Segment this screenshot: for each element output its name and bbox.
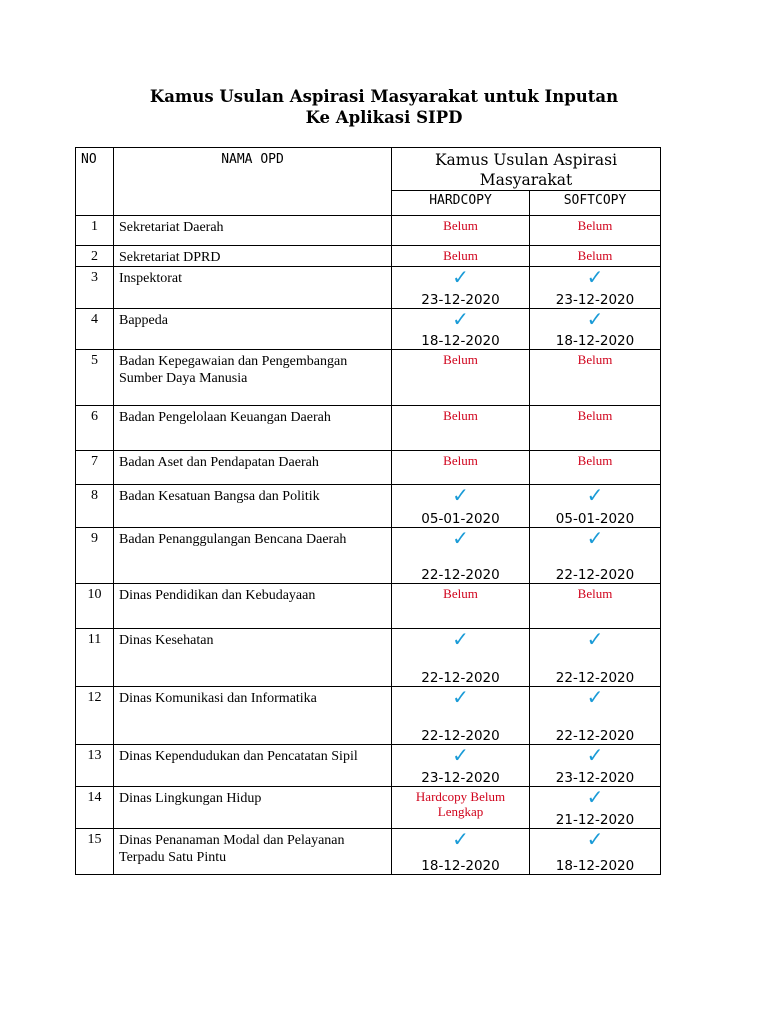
title-line-1: Kamus Usulan Aspirasi Masyarakat untuk Inputan: [149, 87, 619, 106]
checkmark-icon: ✓: [586, 526, 604, 550]
opd-name: Badan Kepegawaian dan Pengembangan Sumber Daya Manusia: [114, 350, 392, 406]
opd-name: Dinas Kependudukan dan Pencatatan Sipil: [114, 745, 392, 787]
hardcopy-date: 18-12-2020: [421, 858, 500, 874]
opd-table: [75, 147, 661, 875]
row-number: 6: [76, 406, 114, 451]
table-row: [76, 309, 661, 350]
row-number: 3: [76, 267, 114, 309]
row-number: 10: [76, 584, 114, 629]
softcopy-status-cell: [530, 584, 661, 629]
softcopy-date: 18-12-2020: [555, 858, 635, 874]
header-kamus: [392, 148, 661, 191]
hardcopy-status-cell: [392, 629, 530, 687]
softcopy-date: 22-12-2020: [555, 728, 635, 744]
table-row: [76, 787, 661, 829]
table-row: [76, 528, 661, 584]
hardcopy-status-text: Belum: [443, 453, 478, 468]
title-line-2: Ke Aplikasi SIPD: [305, 108, 463, 127]
checkmark-icon: ✓: [586, 685, 604, 709]
opd-name: Dinas Pendidikan dan Kebudayaan: [114, 584, 392, 629]
table-body: [76, 216, 661, 875]
opd-name: Inspektorat: [114, 267, 392, 309]
hardcopy-date: 22-12-2020: [421, 728, 500, 744]
checkmark-icon: ✓: [586, 785, 604, 809]
softcopy-status-cell: [530, 528, 661, 584]
softcopy-date: 23-12-2020: [555, 770, 635, 786]
opd-name: Badan Kesatuan Bangsa dan Politik: [114, 485, 392, 528]
hardcopy-status-text: Hardcopy Belum Lengkap: [415, 789, 506, 819]
softcopy-date: 21-12-2020: [555, 812, 635, 828]
table-row: [76, 267, 661, 309]
softcopy-status-cell: [530, 745, 661, 787]
softcopy-status-cell: [530, 216, 661, 246]
checkmark-icon: ✓: [586, 627, 604, 651]
opd-name: Bappeda: [114, 309, 392, 350]
checkmark-icon: ✓: [452, 685, 469, 709]
hardcopy-status-text: Belum: [443, 408, 478, 423]
hardcopy-status-cell: [392, 451, 530, 485]
checkmark-icon: ✓: [586, 483, 604, 507]
header-kamus-line-1: Kamus Usulan Aspirasi: [434, 151, 618, 169]
header-no: NO: [76, 148, 114, 216]
softcopy-status-cell: [530, 829, 661, 875]
opd-name: Dinas Kesehatan: [114, 629, 392, 687]
checkmark-icon: ✓: [452, 265, 469, 289]
softcopy-status-cell: [530, 451, 661, 485]
row-number: 9: [76, 528, 114, 584]
row-number: 12: [76, 687, 114, 745]
hardcopy-date: 05-01-2020: [421, 511, 500, 527]
hardcopy-status-cell: [392, 829, 530, 875]
softcopy-status-text: Belum: [577, 586, 613, 601]
row-number: 5: [76, 350, 114, 406]
softcopy-status-text: Belum: [577, 408, 613, 423]
row-number: 7: [76, 451, 114, 485]
softcopy-status-cell: [530, 787, 661, 829]
hardcopy-status-cell: [392, 687, 530, 745]
opd-name: Badan Penanggulangan Bencana Daerah: [114, 528, 392, 584]
checkmark-icon: ✓: [452, 627, 469, 651]
softcopy-date: 05-01-2020: [555, 511, 635, 527]
hardcopy-status-cell: [392, 406, 530, 451]
softcopy-status-cell: [530, 687, 661, 745]
checkmark-icon: ✓: [452, 827, 469, 851]
row-number: 4: [76, 309, 114, 350]
checkmark-icon: ✓: [586, 743, 604, 767]
opd-name: Sekretariat Daerah: [114, 216, 392, 246]
checkmark-icon: ✓: [452, 526, 469, 550]
opd-name: Badan Aset dan Pendapatan Daerah: [114, 451, 392, 485]
opd-name: Dinas Penanaman Modal dan Pelayanan Terpadu Satu Pintu: [114, 829, 392, 875]
table-row: [76, 584, 661, 629]
hardcopy-date: 18-12-2020: [421, 333, 500, 349]
hardcopy-status-cell: [392, 745, 530, 787]
hardcopy-status-cell: [392, 787, 530, 829]
softcopy-status-text: Belum: [577, 248, 613, 263]
hardcopy-status-cell: [392, 350, 530, 406]
document-title: [0, 86, 768, 128]
softcopy-status-text: Belum: [577, 218, 613, 233]
softcopy-status-cell: [530, 350, 661, 406]
hardcopy-status-cell: [392, 528, 530, 584]
hardcopy-status-cell: [392, 485, 530, 528]
header-nama-opd: NAMA OPD: [114, 148, 392, 216]
hardcopy-date: 23-12-2020: [421, 292, 500, 308]
checkmark-icon: ✓: [452, 307, 469, 331]
hardcopy-status-text: Belum: [443, 218, 478, 233]
softcopy-date: 18-12-2020: [555, 333, 635, 349]
softcopy-status-cell: [530, 629, 661, 687]
softcopy-date: 22-12-2020: [555, 670, 635, 686]
checkmark-icon: ✓: [586, 265, 604, 289]
row-number: 13: [76, 745, 114, 787]
row-number: 1: [76, 216, 114, 246]
hardcopy-status-text: Belum: [443, 248, 478, 263]
row-number: 2: [76, 246, 114, 267]
hardcopy-date: 22-12-2020: [421, 567, 500, 583]
softcopy-status-text: Belum: [577, 453, 613, 468]
hardcopy-status-text: Belum: [443, 352, 478, 367]
table-row: [76, 216, 661, 246]
hardcopy-date: 23-12-2020: [421, 770, 500, 786]
hardcopy-status-cell: [392, 246, 530, 267]
softcopy-status-cell: [530, 309, 661, 350]
row-number: 8: [76, 485, 114, 528]
header-kamus-line-2: Masyarakat: [479, 171, 573, 189]
checkmark-icon: ✓: [586, 307, 604, 331]
row-number: 15: [76, 829, 114, 875]
hardcopy-status-cell: [392, 216, 530, 246]
table-row: [76, 350, 661, 406]
hardcopy-date: 22-12-2020: [421, 670, 500, 686]
table-row: [76, 451, 661, 485]
softcopy-date: 23-12-2020: [555, 292, 635, 308]
checkmark-icon: ✓: [452, 743, 469, 767]
softcopy-status-text: Belum: [577, 352, 613, 367]
header-softcopy: SOFTCOPY: [530, 191, 661, 216]
opd-name: Badan Pengelolaan Keuangan Daerah: [114, 406, 392, 451]
table-row: [76, 687, 661, 745]
opd-name: Dinas Lingkungan Hidup: [114, 787, 392, 829]
row-number: 11: [76, 629, 114, 687]
hardcopy-status-cell: [392, 267, 530, 309]
table-row: [76, 629, 661, 687]
softcopy-status-cell: [530, 406, 661, 451]
table-row: [76, 829, 661, 875]
hardcopy-status-text: Belum: [443, 586, 478, 601]
softcopy-status-cell: [530, 485, 661, 528]
checkmark-icon: ✓: [452, 483, 469, 507]
opd-name: Sekretariat DPRD: [114, 246, 392, 267]
table-row: [76, 246, 661, 267]
opd-name: Dinas Komunikasi dan Informatika: [114, 687, 392, 745]
softcopy-status-cell: [530, 267, 661, 309]
softcopy-date: 22-12-2020: [555, 567, 635, 583]
header-hardcopy: HARDCOPY: [392, 191, 530, 216]
table-row: [76, 406, 661, 451]
hardcopy-status-cell: [392, 309, 530, 350]
hardcopy-status-cell: [392, 584, 530, 629]
table-row: [76, 745, 661, 787]
softcopy-status-cell: [530, 246, 661, 267]
row-number: 14: [76, 787, 114, 829]
checkmark-icon: ✓: [586, 827, 604, 851]
table-row: [76, 485, 661, 528]
